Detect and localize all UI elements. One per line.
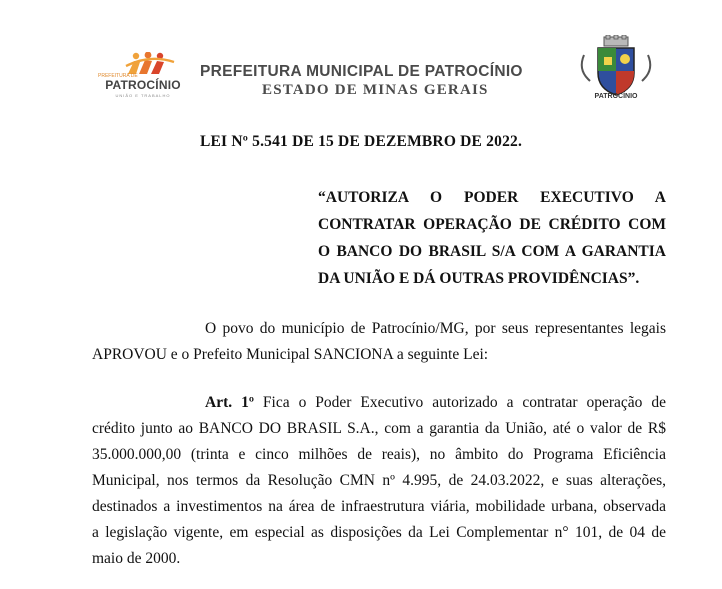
article-first-line-text: Fica o Poder Executivo autorizado a contratar operação de bbox=[253, 394, 666, 411]
article-line: Municipal, nos termos da Resolução CMN nº 4.995, de 24.03.2022, e suas alterações, bbox=[92, 472, 666, 489]
article-line: a legislação vigente, em especial as disposições da Lei Complementar n° 101, de 04 de bbox=[92, 524, 666, 541]
summary-line: O BANCO DO BRASIL S/A COM A GARANTIA bbox=[318, 243, 666, 260]
article-label: Art. 1º bbox=[205, 394, 254, 411]
article-line: destinados a investimentos na área de infraestrutura viária, mobilidade urbana, observada bbox=[92, 498, 666, 515]
coat-of-arms-icon bbox=[574, 35, 658, 101]
preamble-line: O povo do município de Patrocínio/MG, por seus representantes legais bbox=[205, 320, 666, 337]
article-line: maio de 2000. bbox=[92, 550, 181, 567]
article-line: 35.000.000,00 (trinta e cinco milhões de reais), no âmbito do Programa Eficiência bbox=[92, 446, 666, 463]
municipality-logo bbox=[94, 52, 186, 102]
coat-of-arms-banner: PATROCÍNIO bbox=[594, 93, 638, 100]
coat-of-arms bbox=[574, 35, 658, 113]
logo-name: PATROCÍNIO bbox=[105, 78, 181, 92]
article-line: crédito junto ao BANCO DO BRASIL S.A., com a garantia da União, até o valor de R$ bbox=[92, 420, 666, 437]
logo-slogan: UNIÃO E TRABALHO bbox=[115, 93, 171, 98]
letterhead-title: PREFEITURA MUNICIPAL DE PATROCÍNIO bbox=[200, 63, 523, 80]
preamble-paragraph bbox=[92, 316, 666, 368]
letterhead-subtitle: ESTADO DE MINAS GERAIS bbox=[262, 82, 489, 98]
law-title: LEI Nº 5.541 DE 15 DE DEZEMBRO DE 2022. bbox=[199, 133, 523, 150]
law-summary bbox=[318, 184, 666, 292]
article-first-line bbox=[92, 390, 666, 416]
preamble-line: APROVOU e o Prefeito Municipal SANCIONA a seguinte Lei: bbox=[92, 346, 489, 363]
article-1-paragraph bbox=[92, 390, 666, 572]
summary-line: DA UNIÃO E DÁ OUTRAS PROVIDÊNCIAS”. bbox=[318, 270, 640, 287]
summary-line: “AUTORIZA O PODER EXECUTIVO A bbox=[318, 189, 666, 206]
summary-line: CONTRATAR OPERAÇÃO DE CRÉDITO COM bbox=[318, 216, 666, 233]
letterhead bbox=[0, 0, 722, 120]
logo-prefix: PREFEITURA DE bbox=[98, 73, 138, 79]
